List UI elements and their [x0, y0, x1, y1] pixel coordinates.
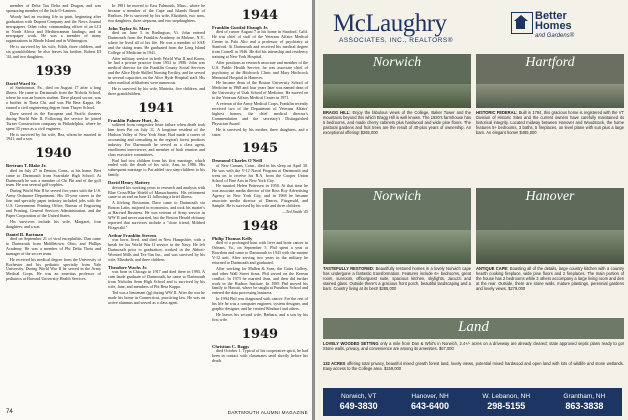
- column-3: [212, 4, 308, 402]
- listing-text: Built in 1794, this gracious home is registered with the VT Division of Historic Sites and the current owners have carefully maintained its historical integrity. Located midway between Hanover and Woodstock, the home features 5+ bedrooms, 3 baths, 5 fireplaces, on level plane with sun plus a large barn. An elegant home! $485,000: [476, 110, 624, 135]
- land-listing-1: [323, 342, 624, 352]
- obituary-paragraph: Ted was a lieutenant (jg) during WW II. After the war he made his home in Connecticut, practicing law. He was an active alumnus and served as a class agent.: [108, 289, 205, 305]
- brand-name: McLaughry: [333, 10, 447, 37]
- listing-text: Beautifully restored homes in a lovely Norwich cape has undergone a fantastic transformation. Features include 6+ bedrooms, great room, sunroom, office/guest suite, spacious kitchen, skylights, Jacuzzi and stained glass. Outside there's a gracious front porch, beautiful landscaping and a barn. Country living at its best! $285,000: [323, 266, 472, 291]
- office-west-lebanon: W. Lebanon, NH 298-5155: [482, 393, 531, 411]
- obituary-paragraph: He received his medical degree from the University of Rochester and his pediatric specialty from Yale University. During World War II he served in the Army Medical Corps. He was an emeritus professor of pediatrics at Harvard University Health Services.: [6, 256, 101, 282]
- advertiser-header: [323, 8, 622, 48]
- magazine-footer: DARTMOUTH ALUMNI MAGAZINE: [227, 410, 308, 415]
- listing-text: Boasting all of the details, large country kitchen with a country hearth cooking fireplace, wide pine floors and 2 fireplaces. The main portion of the house has 2 bedrooms while 3 others accompany a large living room and den at the rear. Outside, there are stone walls, mature plantings, perennial gardens and lovely views. $279,000: [476, 266, 624, 291]
- obituary-paragraph: died on September 21 of viral encephalitis. Dan came to Dartmouth from Middletown, Ohio, and Phillips Academy. He was a member of Phi Delta Theta and manager of the soccer team.: [6, 236, 101, 256]
- obituary-paragraph: He is survived by his mother, three daughters, and a sister.: [212, 126, 308, 137]
- obituary-paragraph: After positions as research associate and member of the U.S. Public Health Service, he was associate chief of psychiatry at the Hitchcock Clinic and Mary Hitchcock Memorial Hospital in Hanover.: [212, 59, 308, 80]
- listing-text: Enjoy the fabulous views of the College, Baker Tower and the mountains beyond this which Bragg Hill is well known. The 1920's farmhouse has 5 bedrooms, and made cherry cabinets plus hardwood and wide pine floors. The pastoral gardens and fruit trees are the result of 40-plus years of ownership. An exceptional offering! $265,000: [323, 110, 471, 135]
- listing-town: Norwich: [372, 189, 422, 204]
- obituary-paragraph: died of a prolonged bout with liver and bone cancer in Orleans, Va., on September 5. Phil spent a year at Bowdoin and came to Dartmouth in 1943 with the marine V-12 unit. After serving two years in the military he returned to Dartmouth and graduated.: [212, 240, 308, 265]
- obituary-name: Franklin Gustfaf Ebaugh Jr.: [212, 25, 268, 30]
- obituary-name: John Taylor St. Marr: [108, 25, 150, 31]
- land-banner: [323, 318, 624, 339]
- obituary-paragraph: died of cancer August 7 at his home in Stanford, Calif. He was chief of staff of the Veterans Affairs Medical Center in Palo Alto and a professor of psychiatry at Stanford. At Dartmouth and received his medical degree from Cornell in 1946. He did his internship and residency training at New York Hospital.: [212, 29, 308, 59]
- house-logo-icon: [511, 12, 533, 34]
- obituary-name: Christian C. Boggs: [212, 343, 250, 349]
- obituary-paragraph: A lifelong Bostonian, Dave came to Dartmouth via Boston Latin, majored in economics, and took his master's at Harvard Business. He was veteran of Army service in WW II and never married, but the Boston Herald obituary reported that survivors include a "close friend, Mildred Fitzgerald.": [108, 200, 205, 230]
- obituary-paragraph: died on June 5 in Burlington, Vt. John entered Dartmouth from the Franklin Academy in Malone, N.Y., where he lived all of his life. He was a member of SAE and the skiing team. He graduated from the Long Island College of Medicine in 1941.: [108, 30, 205, 55]
- obituary-name: Philip Thomas Kelly: [212, 235, 253, 241]
- listing-title: BRAGG HILL:: [323, 110, 351, 115]
- class-year-heading: 1949: [241, 326, 279, 342]
- land-title: 132 ACRES: [323, 361, 346, 366]
- obituary-name: David Ward Sr.: [6, 80, 37, 86]
- right-page: [315, 0, 628, 420]
- office-grantham: Grantham, NH 863-3838: [563, 393, 606, 411]
- phone-number: 643-6400: [411, 401, 450, 411]
- phone-number: 863-3838: [565, 401, 604, 411]
- page-number: 74: [6, 409, 13, 415]
- land-listing-2: [323, 362, 624, 372]
- obituary-paragraph: of New Canaan, Conn., died in his sleep on April 30. He was with the V-12 Naval Program at Dartmouth and went on to receive his B.A. from the Cooper Union School of Fine Arts in New York City.: [212, 162, 308, 183]
- obituary-paragraph: was born in Chicago in 1917 and died there in 1993. A cum laude graduate of Dartmouth, he came to Dartmouth from Nicholas Senn High School and is survived by his wife, Jane, and members of Phi Beta Kappa.: [108, 269, 205, 289]
- land-text: only a mile from Dan & Whit's in Norwich, 2.4+/- acres on a driveway are already cleared; state approved septic plans ready to go! Stone walls, privacy, and convenience are among its amenities. $67,000: [323, 341, 624, 351]
- listing-town: Hanover: [525, 189, 575, 204]
- class-year-heading: 1948: [241, 218, 279, 234]
- obituary-paragraph: In 1981 he moved to East Falmouth, Mass., where he became a member of the Cape and Islands Board of Realtors. He is survived by his wife, Elizabeth, two sons, two daughters, three stepsons, and two stepdaughters.: [108, 4, 205, 23]
- listing-photo-4: [476, 188, 624, 264]
- obituary-paragraph: In 1994 Phil was diagnosed with cancer. For the rest of his life he was a computer engineer, system designer, and graphic designer, and he created Windsurf and others.: [212, 296, 308, 312]
- class-year-heading: 1944: [241, 8, 279, 23]
- office-norwich: Norwich, VT 649-3830: [339, 393, 378, 411]
- listing-caption-1: [323, 111, 471, 136]
- signature: —Ted Smith '45: [282, 209, 308, 214]
- listing-photo-2: [476, 54, 624, 108]
- land-heading: Land: [458, 319, 489, 335]
- obituary-paragraph: He is survived by his wife, Edith, three children, and six grandchildren; he also leaves his brother, Robert III '44, and two daughters.: [6, 44, 101, 60]
- class-year-heading: 1945: [241, 141, 279, 157]
- brand-subtitle: ASSOCIATES, INC., REALTORS®: [339, 37, 454, 44]
- column-2: [108, 4, 205, 402]
- obituary-name: Franklin Palmer Hurt, Jr.: [108, 117, 159, 123]
- partner-line-2: Homes: [535, 20, 572, 32]
- obituary-paragraph: After military service in both World War II and Korea, he had a private practice from 1952 to 1986. John was medical director for the Franklin County Social Services and the Alice Hyde Skilled Nursing Facility, and he served in several capacities on the Alice Hyde Hospital staff. His other medical affiliations were numerous.: [108, 55, 205, 86]
- obituary-paragraph: was born, lived, and died in New Hampshire, with a break for his World War II service in the Navy. He left Dartmouth prior to graduation, worked in the Abbott-Worsted Mills and Tex-Tan Inc., and was survived by his wife, Elizabeth, and three children.: [108, 237, 205, 262]
- obituary-paragraph: He is survived by his wife, Marietta, five children, and three grandchildren.: [108, 86, 205, 96]
- listing-town: Hartford: [525, 55, 575, 70]
- partner-logo: [535, 11, 574, 41]
- land-text: offering total privacy, beautiful mixed growth forest land, lovely views, potential mixed hardwood and open land with lots of wildlife and stone wetlands. Easy access to the College area. $159,000: [323, 361, 624, 371]
- partner-line-3: and Gardens®: [535, 33, 575, 39]
- obituary-paragraph: He leaves his second wife, Barbara, and a son by his first wife.: [212, 312, 308, 322]
- obituary-paragraph: died October 1. Typical of his cooperative spirit, he had been in contact with classmates until shortly before his death.: [212, 348, 308, 364]
- class-year-heading: 1941: [138, 100, 175, 116]
- listing-title: HISTORIC FEDERAL:: [476, 110, 518, 115]
- column-1: [6, 4, 101, 402]
- obituary-paragraph: He became dean of the Boston University School of Medicine in 1968 and four years later was named dean of the University of Utah School of Medicine. He moved on to the Veterans Affairs Medical Center in 1971.: [212, 80, 308, 101]
- class-year-heading: 1939: [35, 63, 72, 79]
- obituary-name: Daniel R. Bactman: [6, 231, 44, 237]
- partner-line-1: Better: [535, 10, 567, 22]
- left-page: [0, 0, 312, 420]
- obituary-paragraph: suffered from congestive heart failure when death took him from Pat on July 11. A longtime resident of the Hudson Valley of New York State, Bud made a career of accounting and consulting in the region's forest products industry. For Dartmouth he served as a class agent, enrollment interviewer, and member of both reunion and class executive committees.: [108, 122, 205, 157]
- obituary-paragraph: He is survived by his wife, Bea, whom he married in 1941, and a son.: [6, 131, 101, 142]
- office-hanover: Hanover, NH 643-6400: [411, 393, 450, 411]
- listing-photo-1: [323, 54, 471, 108]
- obituary-paragraph: of Sanbornton, Pa., died on August 17 after a long illness. He came to Dartmouth from the Nichols School, where he was an honors student. Dave played soccer, was a brother in Theta Chi, and was Phi Beta Kappa. He earned a civil engineering degree from Thayer School.: [6, 85, 101, 110]
- obituary-name: David Henry Slattery: [108, 180, 151, 186]
- obituary-paragraph: He married Helen Pettersen in 1958. At that time he was associate media director of the Ross Roy Advertising Agency in New York City, and in 1968 he became associate media director of Dancer, Fitzgerald, and Sample. He is survived by his wife and three children.: [212, 183, 308, 209]
- listing-caption-3: [323, 267, 471, 292]
- obituary-paragraph: His survivors include his wife, Margaret, four daughters, and a son.: [6, 218, 101, 229]
- obituary-paragraph: devoted his working years to research and analysis with Blue Cross/Blue Shield of Massachusetts. His retirement came to an end on June 21 following a brief illness.: [108, 184, 205, 200]
- listing-caption-2: [476, 111, 624, 136]
- listing-town: Norwich: [372, 55, 422, 70]
- obituary-paragraph: After working for Mullen & Sons, the Gates Gallery, and other Wall Street firms, Phil served on the Korean conflict. In 1973 he married Jean, and then did further work in the Hudson Institute. In 1985 Phil moved his family to Hawaii, where he taught at Punahou School and entered the data processing business.: [212, 265, 308, 296]
- obituary-name: Theodore Wachs Jr.: [108, 264, 148, 270]
- obituary-paragraph: died on July 27 in Denton, Conn., at his home. Bert came to Dartmouth from Scarsdale High School. At Dartmouth he was a member of Chi Phi and of the golf team. He was several golf trophies.: [6, 167, 101, 188]
- obituary-name: Desmond Charles O'Neill: [212, 158, 263, 164]
- obituary-name: Bertram T. Blake Jr.: [6, 163, 47, 169]
- obituary-paragraph: Dave served in the European and Pacific theaters during World War II. Following the service he joined Turner Construction company in Philadelphia, where he spent 35 years as a civil engineer.: [6, 110, 101, 131]
- listing-photo-3: [323, 188, 471, 264]
- listing-caption-4: [476, 267, 624, 292]
- obituary-paragraph: During World War II he served five years with the U.S. Army Ordnance Department. His 35-year career in the fine and specialty paper industry included jobs with the U.S. Government Printing Office, Bureau of Engraving and Printing, General Services Administration, and the Paper Corporation of the United States.: [6, 188, 101, 218]
- phone-number: 649-3830: [339, 401, 378, 411]
- obituary-paragraph: member of Delta Tau Delta and Dragon, and was sponsoring member of the Jack-O-Lantern.: [6, 4, 101, 13]
- land-title: LOVELY WOODED SETTING: [323, 341, 379, 346]
- phone-number: 298-5155: [487, 401, 526, 411]
- class-year-heading: 1940: [35, 146, 72, 162]
- obituary-paragraph: A veteran of the Army Medical Corps, Franklin recently received two of the Department of Veterans Affairs' highest honors, the chief medical director's Commendation and the secretary's Distinguished Physician Award.: [212, 101, 308, 126]
- obituary-name: Arthur Franklin Stevens: [108, 232, 157, 238]
- listing-title: TASTEFULLY RESTORED:: [323, 266, 375, 271]
- listing-title: ANTIQUE CAPE:: [476, 266, 509, 271]
- obituary-paragraph: Woody had an exciting life in print, beginning after graduation with Dupont Company and the News Journal newspapers. Other roles: commanding officer of an LCI in North Africa and Mediterranean landings; and in newspaper work. He was a member of many organizations in Rhode Island and in Wilmington.: [6, 13, 101, 44]
- office-phone-bar: [323, 388, 622, 416]
- obituary-paragraph: Bud had two children from his first marriage, which ended with the death of his wife, Ann, in 1986. His subsequent marriage to Pat added two step-children to his family.: [108, 157, 205, 178]
